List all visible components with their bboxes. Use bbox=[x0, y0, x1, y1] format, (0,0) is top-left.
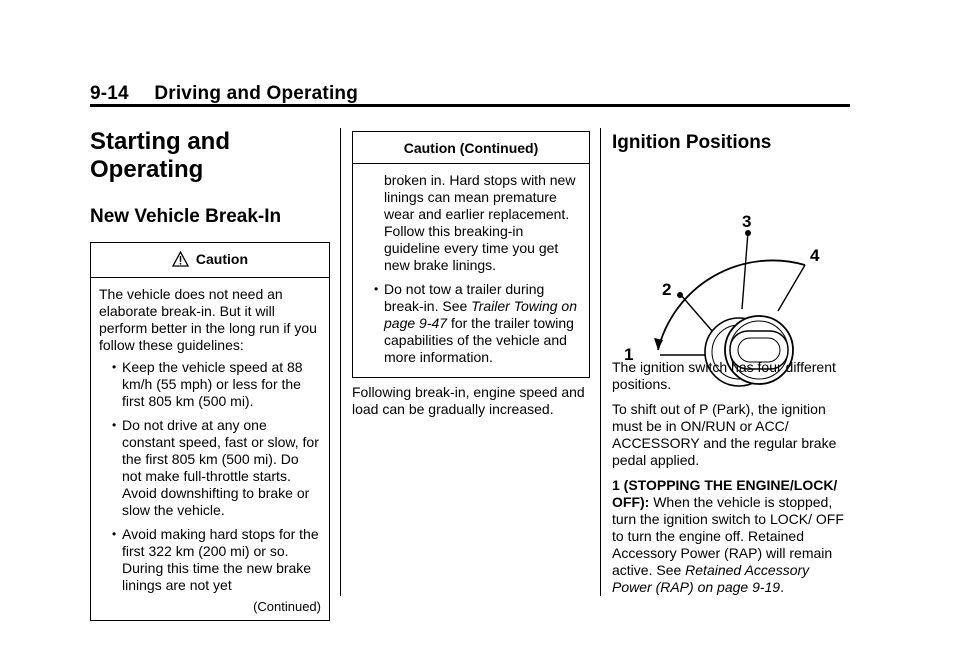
column-3 bbox=[612, 128, 852, 604]
position-label-2: 2 bbox=[662, 280, 672, 299]
column-2 bbox=[352, 128, 590, 418]
park-shift-paragraph: To shift out of P (Park), the ignition must be in ON/RUN or ACC/ ACCESSORY and the regular brake pedal applied. bbox=[612, 401, 837, 468]
column-divider-right bbox=[600, 128, 601, 596]
paragraph-text: When the vehicle is stopped, turn the ignition switch to LOCK/ OFF to turn the engine off. Retained Accessory Power (RAP) will remain active. See bbox=[612, 494, 844, 578]
caution-continued-body bbox=[353, 164, 589, 377]
ignition-intro-paragraph: The ignition switch has four different positions. bbox=[612, 359, 836, 392]
continued-label: (Continued) bbox=[253, 599, 321, 614]
warning-triangle-icon bbox=[172, 251, 189, 270]
position-2-line bbox=[680, 294, 713, 332]
list-item: • Avoid making hard stops for the first 322 km (200 mi) or so. During this time the new brake linings are not yet bbox=[99, 526, 321, 594]
after-break-in-paragraph: Following break-in, engine speed and load can be gradually increased. bbox=[352, 384, 585, 417]
subsection-heading: Ignition Positions bbox=[612, 132, 772, 153]
list-item bbox=[361, 281, 581, 366]
arc-arrowhead bbox=[654, 338, 663, 350]
list-item: • Keep the vehicle speed at 88 km/h (55 mph) or less for the first 805 km (500 mi). bbox=[99, 359, 321, 410]
position-label-1: 1 bbox=[624, 345, 634, 364]
paragraph-text: . bbox=[780, 579, 784, 595]
subsection-heading: New Vehicle Break-In bbox=[90, 206, 282, 227]
chapter-title: Driving and Operating bbox=[154, 83, 359, 104]
caution-label: Caution bbox=[195, 251, 248, 267]
section-heading: Starting and Operating bbox=[90, 128, 231, 183]
caution-box bbox=[90, 242, 330, 621]
caution-continued-box bbox=[352, 131, 590, 378]
ignition-positions-diagram bbox=[612, 164, 852, 364]
caution-body bbox=[91, 278, 329, 620]
position-label-3: 3 bbox=[742, 212, 752, 231]
term-label: 1 (STOPPING THE ENGINE/LOCK/ OFF): bbox=[612, 477, 838, 510]
position-3-line bbox=[742, 232, 748, 309]
position-4-line bbox=[778, 265, 805, 311]
continued-text: broken in. Hard stops with new linings can mean premature wear and earlier replacement. Follow this breaking-in guideline every time you get new brake linings. bbox=[384, 172, 576, 273]
position-label-4: 4 bbox=[810, 246, 820, 265]
column-1 bbox=[90, 128, 330, 621]
lock-off-paragraph bbox=[612, 477, 852, 596]
header-rule bbox=[90, 104, 850, 107]
section-number: 9-14 bbox=[90, 83, 129, 104]
caution-box-title bbox=[91, 243, 329, 278]
position-2-marker bbox=[677, 292, 683, 298]
page-reference-link[interactable]: Trailer Towing on page 9-47 bbox=[384, 298, 577, 331]
column-divider-left bbox=[340, 128, 341, 596]
page-header bbox=[90, 83, 358, 105]
caution-continued-title: Caution (Continued) bbox=[353, 132, 589, 164]
page-reference-link[interactable]: Retained Accessory Power (RAP) on page 9-19 bbox=[612, 562, 810, 595]
bullet-text: Do not tow a trailer during break-in. See bbox=[384, 281, 545, 314]
list-item: • Do not drive at any one constant speed, fast or slow, for the first 805 km (500 mi). Do not make full-throttle starts. Avoid downshifting to brake or slow the vehicle. bbox=[99, 417, 321, 519]
bullet-text: for the trailer towing capabilities of the vehicle and more information. bbox=[384, 315, 574, 365]
caution-intro: The vehicle does not need an elaborate break-in. But it will perform better in the long run if you follow these guidelines: bbox=[99, 286, 317, 353]
